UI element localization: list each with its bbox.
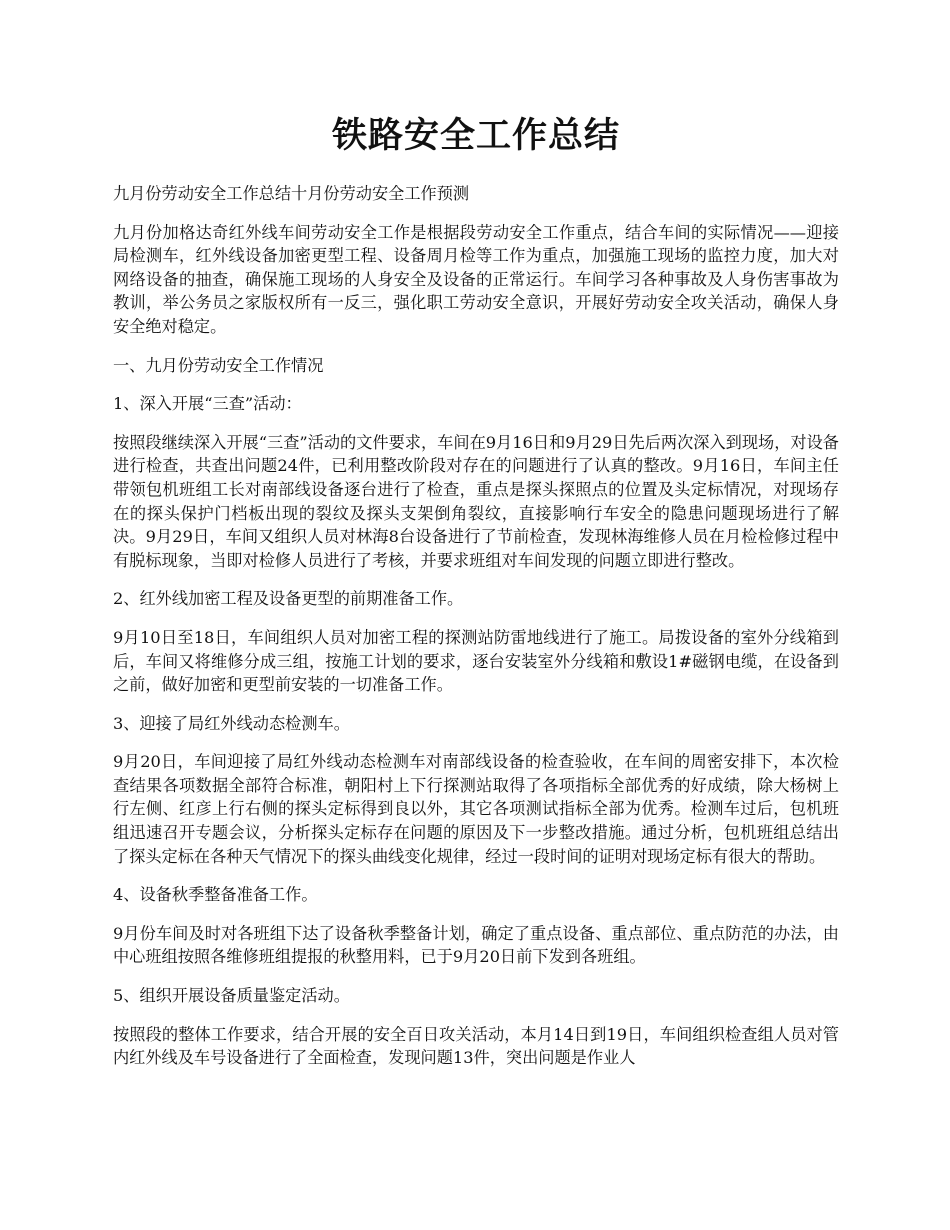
item-heading: 1、深入开展“三查”活动： — [113, 394, 302, 414]
item-heading: 5、组织开展设备质量鉴定活动。 — [113, 986, 350, 1006]
item-heading: 2、红外线加密工程及设备更型的前期准备工作。 — [113, 589, 464, 609]
body-paragraph: 按照段继续深入开展“三查”活动的文件要求，车间在9月16日和9月29日先后两次深入到现场，对设备进行检查，共查出问题24件，已利用整改阶段对存在的问题进行了认真的整改。9月16日，车间主任带领包机班组工长对南部线设备逐台进行了检查，重点是探头探照点的位置及头定标情况，对现场存在的探头保护门档板出现的裂纹及探头支架倒角裂纹，直接影响行车安全的隐患问题现场进行了解决。9月29日，车间又组织人员对林海8台设备进行了节前检查，发现林海维修人员在月检检修过程中有脱标现象，当即对检修人员进行了考核，并要求班组对车间发现的问题立即进行整改。 — [113, 432, 839, 570]
item-heading: 3、迎接了局红外线动态检测车。 — [113, 713, 350, 733]
intro-paragraph: 九月份加格达奇红外线车间劳动安全工作是根据段劳动安全工作重点，结合车间的实际情况——迎接局检测车，红外线设备加密更型工程、设备周月检等工作为重点，加强施工现场的监控力度，加大对网络设备的抽查，确保施工现场的人身安全及设备的正常运行。车间学习各种事故及人身伤害事故为教训，举公务员之家版权所有一反三，强化职工劳动安全意识，开展好劳动安全攻关活动，确保人身安全绝对稳定。 — [113, 222, 839, 336]
document-title: 铁路安全工作总结 — [331, 115, 620, 156]
document-page — [113, 110, 839, 1085]
body-paragraph: 按照段的整体工作要求，结合开展的安全百日攻关活动，本月14日到19日，车间组织检查组人员对管内红外线及车号设备进行了全面检查，发现问题13件，突出问题是作业人 — [113, 1024, 839, 1068]
item-heading: 4、设备秋季整备准备工作。 — [113, 885, 318, 905]
subtitle-paragraph: 九月份劳动安全工作总结十月份劳动安全工作预测 — [113, 184, 470, 203]
section-heading: 一、九月份劳动安全工作情况 — [113, 355, 324, 375]
body-paragraph: 9月份车间及时对各班组下达了设备秋季整备计划，确定了重点设备、重点部位、重点防范的办法，由中心班组按照各维修班组提报的秋整用料，已于9月20日前下发到各班组。 — [113, 923, 839, 967]
body-paragraph: 9月10日至18日，车间组织人员对加密工程的探测站防雷地线进行了施工。局拨设备的室外分线箱到后，车间又将维修分成三组，按施工计划的要求，逐台安装室外分线箱和敷设1#磁钢电缆，在设备到之前，做好加密和更型前安装的一切准备工作。 — [113, 627, 839, 695]
body-paragraph: 9月20日，车间迎接了局红外线动态检测车对南部线设备的检查验收，在车间的周密安排下，本次检查结果各项数据全部符合标准，朝阳村上下行探测站取得了各项指标全部优秀的好成绩，除大杨树上行左侧、红彦上行右侧的探头定标得到良以外，其它各项测试指标全部为优秀。检测车过后，包机班组迅速召开专题会议，分析探头定标存在问题的原因及下一步整改措施。通过分析，包机班组总结出了探头定标在各种天气情况下的探头曲线变化规律，经过一段时间的证明对现场定标有很大的帮助。 — [113, 752, 839, 866]
